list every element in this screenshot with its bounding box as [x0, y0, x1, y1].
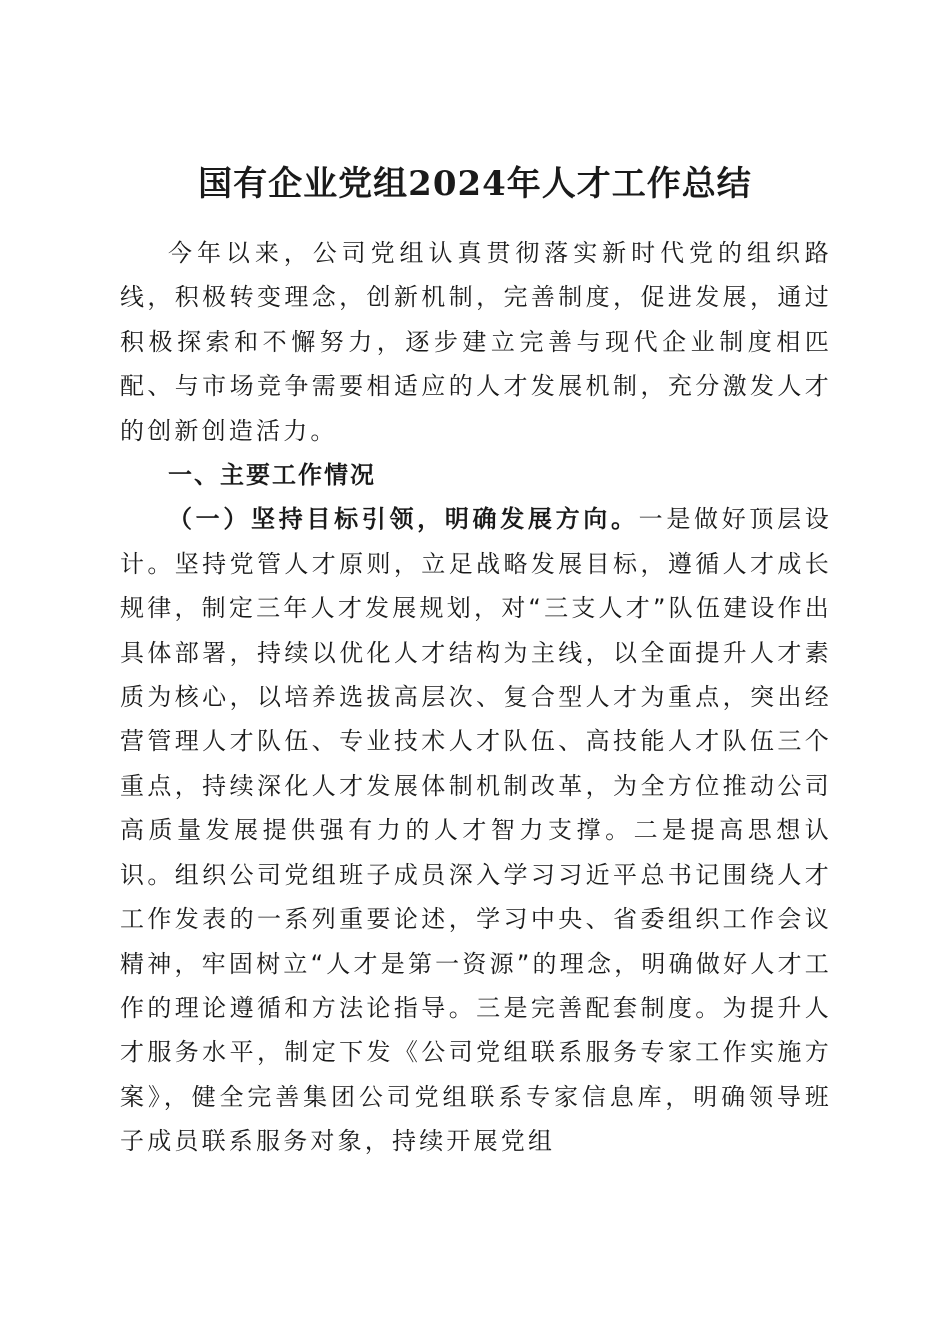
section-heading: 一、主要工作情况 [168, 461, 376, 490]
subsection-heading: （一）坚持目标引领，明确发展方向。 [168, 505, 639, 534]
document-title: 国有企业党组2024年人才工作总结 [198, 163, 752, 204]
intro-paragraph: 今年以来，公司党组认真贯彻落实新时代党的组织路线，积极转变理念，创新机制，完善制度，促进发展，通过积极探索和不懈努力，逐步建立完善与现代企业制度相匹配、与市场竞争需要相适应的人才发展机制，充分激发人才的创新创造活力。 [120, 239, 832, 445]
document-body [120, 231, 832, 1164]
subsection-body: 一是做好顶层设计。坚持党管人才原则，立足战略发展目标，遵循人才成长规律，制定三年人才发展规划，对“三支人才”队伍建设作出具体部署，持续以优化人才结构为主线，以全面提升人才素质为核心，以培养选拔高层次、复合型人才为重点，突出经营管理人才队伍、专业技术人才队伍、高技能人才队伍三个重点，持续深化人才发展体制机制改革，为全方位推动公司高质量发展提供强有力的人才智力支撑。二是提高思想认识。组织公司党组班子成员深入学习习近平总书记围绕人才工作发表的一系列重要论述，学习中央、省委组织工作会议精神，牢固树立“人才是第一资源”的理念，明确做好人才工作的理论遵循和方法论指导。三是完善配套制度。为提升人才服务水平，制定下发《公司党组联系服务专家工作实施方案》，健全完善集团公司党组联系专家信息库，明确领导班子成员联系服务对象，持续开展党组 [120, 505, 832, 1156]
subsection-paragraph [120, 497, 832, 1163]
